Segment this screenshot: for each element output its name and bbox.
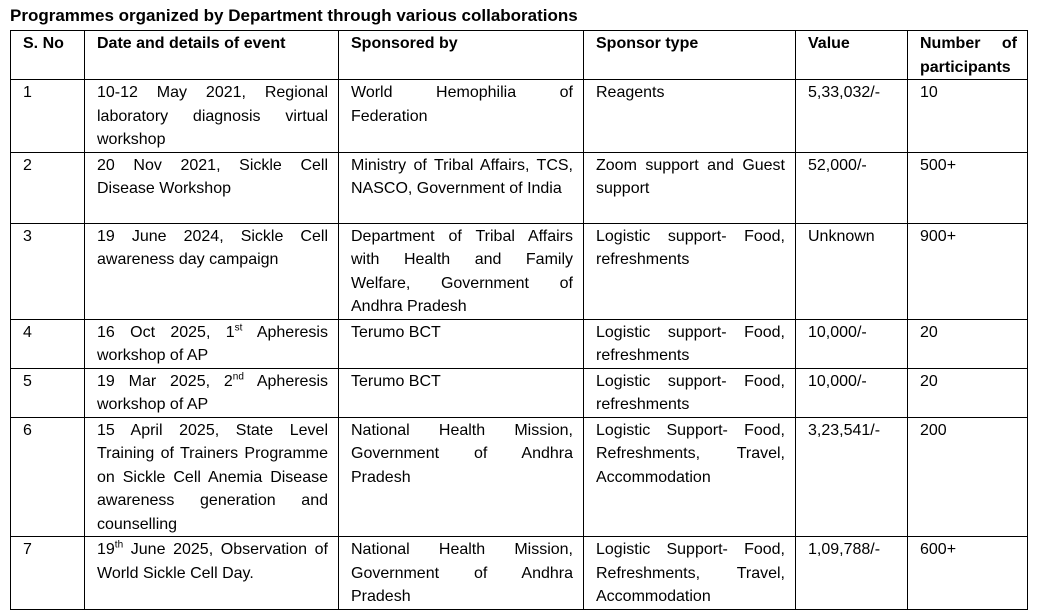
event-superscript: nd	[232, 371, 244, 383]
cell-sponsor-type: Logistic support- Food, refreshments	[584, 319, 796, 368]
cell-event	[85, 80, 339, 153]
cell-sponsor-type: Logistic support- Food, refreshments	[584, 368, 796, 417]
header-participants: Number of participants	[908, 31, 1028, 80]
cell-sponsor: National Health Mission, Government of Andhra Pradesh	[339, 537, 584, 610]
event-text: 10-12 May 2021, Regional laboratory diagnosis virtual workshop	[97, 84, 328, 148]
cell-event	[85, 152, 339, 223]
event-text: 19 June 2024, Sickle Cell awareness day campaign	[97, 227, 328, 268]
cell-sno: 7	[11, 537, 85, 610]
event-text: 20 Nov 2021, Sickle Cell Disease Workshop	[97, 156, 328, 197]
header-sponsor-type: Sponsor type	[584, 31, 796, 80]
cell-sponsor: Terumo BCT	[339, 319, 584, 368]
header-value: Value	[796, 31, 908, 80]
events-table	[10, 30, 1028, 610]
table-row	[11, 417, 1028, 537]
table-row	[11, 368, 1028, 417]
cell-sno: 6	[11, 417, 85, 537]
cell-sponsor: National Health Mission, Government of Andhra Pradesh	[339, 417, 584, 537]
cell-sponsor: Department of Tribal Affairs with Health and Family Welfare, Government of Andhra Pradesh	[339, 223, 584, 319]
cell-sponsor: Terumo BCT	[339, 368, 584, 417]
header-sno: S. No	[11, 31, 85, 80]
event-text: 19	[97, 541, 115, 558]
cell-sponsor: Ministry of Tribal Affairs, TCS, NASCO, Government of India	[339, 152, 584, 223]
cell-value: 10,000/-	[796, 368, 908, 417]
table-header-row	[11, 31, 1028, 80]
cell-participants: 200	[908, 417, 1028, 537]
table-row	[11, 80, 1028, 153]
cell-sno: 3	[11, 223, 85, 319]
cell-sponsor: World Hemophilia of Federation	[339, 80, 584, 153]
cell-participants: 20	[908, 368, 1028, 417]
cell-event	[85, 223, 339, 319]
page-title: Programmes organized by Department through various collaborations	[10, 6, 578, 25]
cell-value: 5,33,032/-	[796, 80, 908, 153]
cell-event	[85, 537, 339, 610]
event-superscript: st	[234, 322, 243, 334]
cell-value: Unknown	[796, 223, 908, 319]
cell-event	[85, 319, 339, 368]
cell-sponsor-type: Logistic support- Food, refreshments	[584, 223, 796, 319]
cell-event	[85, 368, 339, 417]
cell-participants: 10	[908, 80, 1028, 153]
cell-value: 3,23,541/-	[796, 417, 908, 537]
table-row	[11, 319, 1028, 368]
cell-participants: 600+	[908, 537, 1028, 610]
cell-sno: 2	[11, 152, 85, 223]
cell-sponsor-type: Zoom support and Guest support	[584, 152, 796, 223]
cell-participants: 900+	[908, 223, 1028, 319]
cell-sponsor-type: Logistic Support- Food, Refreshments, Travel, Accommodation	[584, 417, 796, 537]
event-text-rest: Apheresis workshop of AP	[97, 323, 328, 364]
cell-sponsor-type: Logistic Support- Food, Refreshments, Travel, Accommodation	[584, 537, 796, 610]
cell-value: 1,09,788/-	[796, 537, 908, 610]
event-text-rest: Apheresis workshop of AP	[97, 372, 328, 413]
event-superscript: th	[114, 539, 124, 551]
cell-value: 10,000/-	[796, 319, 908, 368]
header-event: Date and details of event	[85, 31, 339, 80]
cell-sno: 4	[11, 319, 85, 368]
table-row	[11, 223, 1028, 319]
cell-sponsor-type: Reagents	[584, 80, 796, 153]
event-text: 15 April 2025, State Level Training of Trainers Programme on Sickle Cell Anemia Disease awareness generation and counselling	[97, 421, 328, 533]
event-text: 19 Mar 2025, 2	[97, 372, 233, 390]
cell-participants: 500+	[908, 152, 1028, 223]
cell-event	[85, 417, 339, 537]
cell-sno: 1	[11, 80, 85, 153]
header-sponsor: Sponsored by	[339, 31, 584, 80]
table-row	[11, 152, 1028, 223]
cell-value: 52,000/-	[796, 152, 908, 223]
event-text: 16 Oct 2025, 1	[97, 323, 235, 341]
table-row	[11, 537, 1028, 610]
event-text-rest: June 2025, Observation of World Sickle Cell Day.	[97, 541, 328, 582]
cell-participants: 20	[908, 319, 1028, 368]
cell-sno: 5	[11, 368, 85, 417]
